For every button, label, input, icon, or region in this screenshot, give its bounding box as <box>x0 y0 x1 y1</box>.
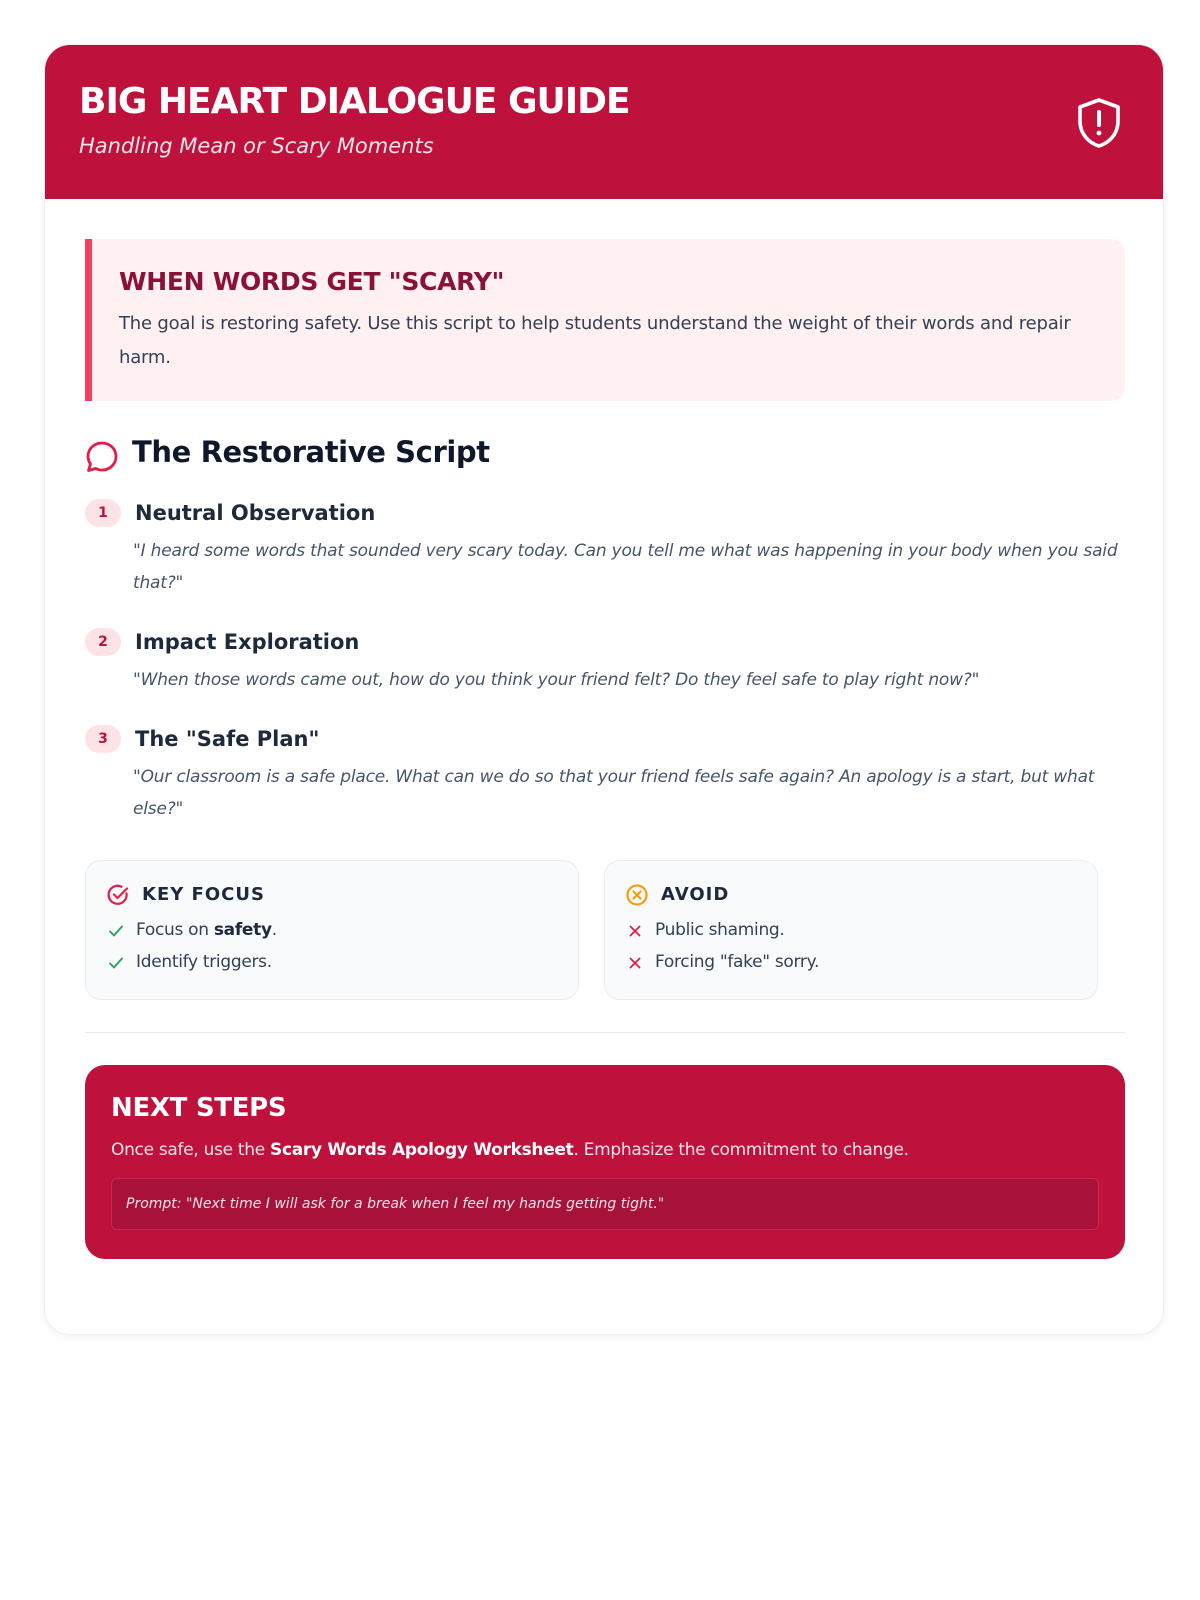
step-quote: "When those words came out, how do you think your friend felt? Do they feel safe to play right now?" <box>133 670 980 690</box>
avoid-item-text: Public shaming. <box>655 920 785 940</box>
intro-text: The goal is restoring safety. Use this script to help students understand the weight of their words and repair harm. <box>119 313 1071 368</box>
guide-card <box>44 44 1164 1335</box>
chat-bubble-icon <box>85 440 119 474</box>
checkmark-icon <box>108 923 124 939</box>
step-title: Impact Exploration <box>135 630 360 654</box>
intro-title: WHEN WORDS GET "SCARY" <box>119 267 505 296</box>
key-focus-box <box>85 860 579 1000</box>
header-banner <box>45 45 1164 199</box>
page-subtitle: Handling Mean or Scary Moments <box>79 134 434 158</box>
next-steps-text: Once safe, use the Scary Words Apology Worksheet. Emphasize the commitment to change. <box>111 1140 909 1160</box>
prompt-text: Prompt: "Next time I will ask for a break when I feel my hands getting tight." <box>126 1196 665 1212</box>
check-circle-icon <box>106 883 130 907</box>
prompt-box <box>111 1178 1099 1230</box>
step-title: Neutral Observation <box>135 501 376 525</box>
list-item <box>627 917 1087 943</box>
list-item <box>108 917 568 943</box>
next-steps-title: NEXT STEPS <box>111 1093 287 1123</box>
key-focus-item-text: Identify triggers. <box>136 952 272 972</box>
key-focus-title: KEY FOCUS <box>142 884 265 905</box>
avoid-box <box>604 860 1098 1000</box>
key-focus-item-text: Focus on safety. <box>136 920 277 940</box>
intro-callout <box>85 239 1125 401</box>
script-heading-text: The Restorative Script <box>132 435 490 469</box>
list-item <box>627 949 1087 975</box>
avoid-item-text: Forcing "fake" sorry. <box>655 952 820 972</box>
step-number-badge: 3 <box>85 725 121 753</box>
cross-icon <box>627 955 643 971</box>
step-quote: "I heard some words that sounded very scary today. Can you tell me what was happening in your body when you said that?" <box>133 541 1118 593</box>
step-quote: "Our classroom is a safe place. What can we do so that your friend feels safe again? An apology is a start, but what else?" <box>133 767 1095 819</box>
step-title: The "Safe Plan" <box>135 727 320 751</box>
step-number-badge: 1 <box>85 499 121 527</box>
cross-icon <box>627 923 643 939</box>
x-circle-icon <box>625 883 649 907</box>
list-item <box>108 949 568 975</box>
shield-alert-icon <box>1076 97 1122 149</box>
step-number-badge: 2 <box>85 628 121 656</box>
page-title: BIG HEART DIALOGUE GUIDE <box>79 81 630 122</box>
checkmark-icon <box>108 955 124 971</box>
section-divider <box>85 1032 1125 1033</box>
avoid-title: AVOID <box>661 884 730 905</box>
worksheet-name: Scary Words Apology Worksheet <box>270 1140 574 1160</box>
next-steps-panel <box>85 1065 1125 1259</box>
